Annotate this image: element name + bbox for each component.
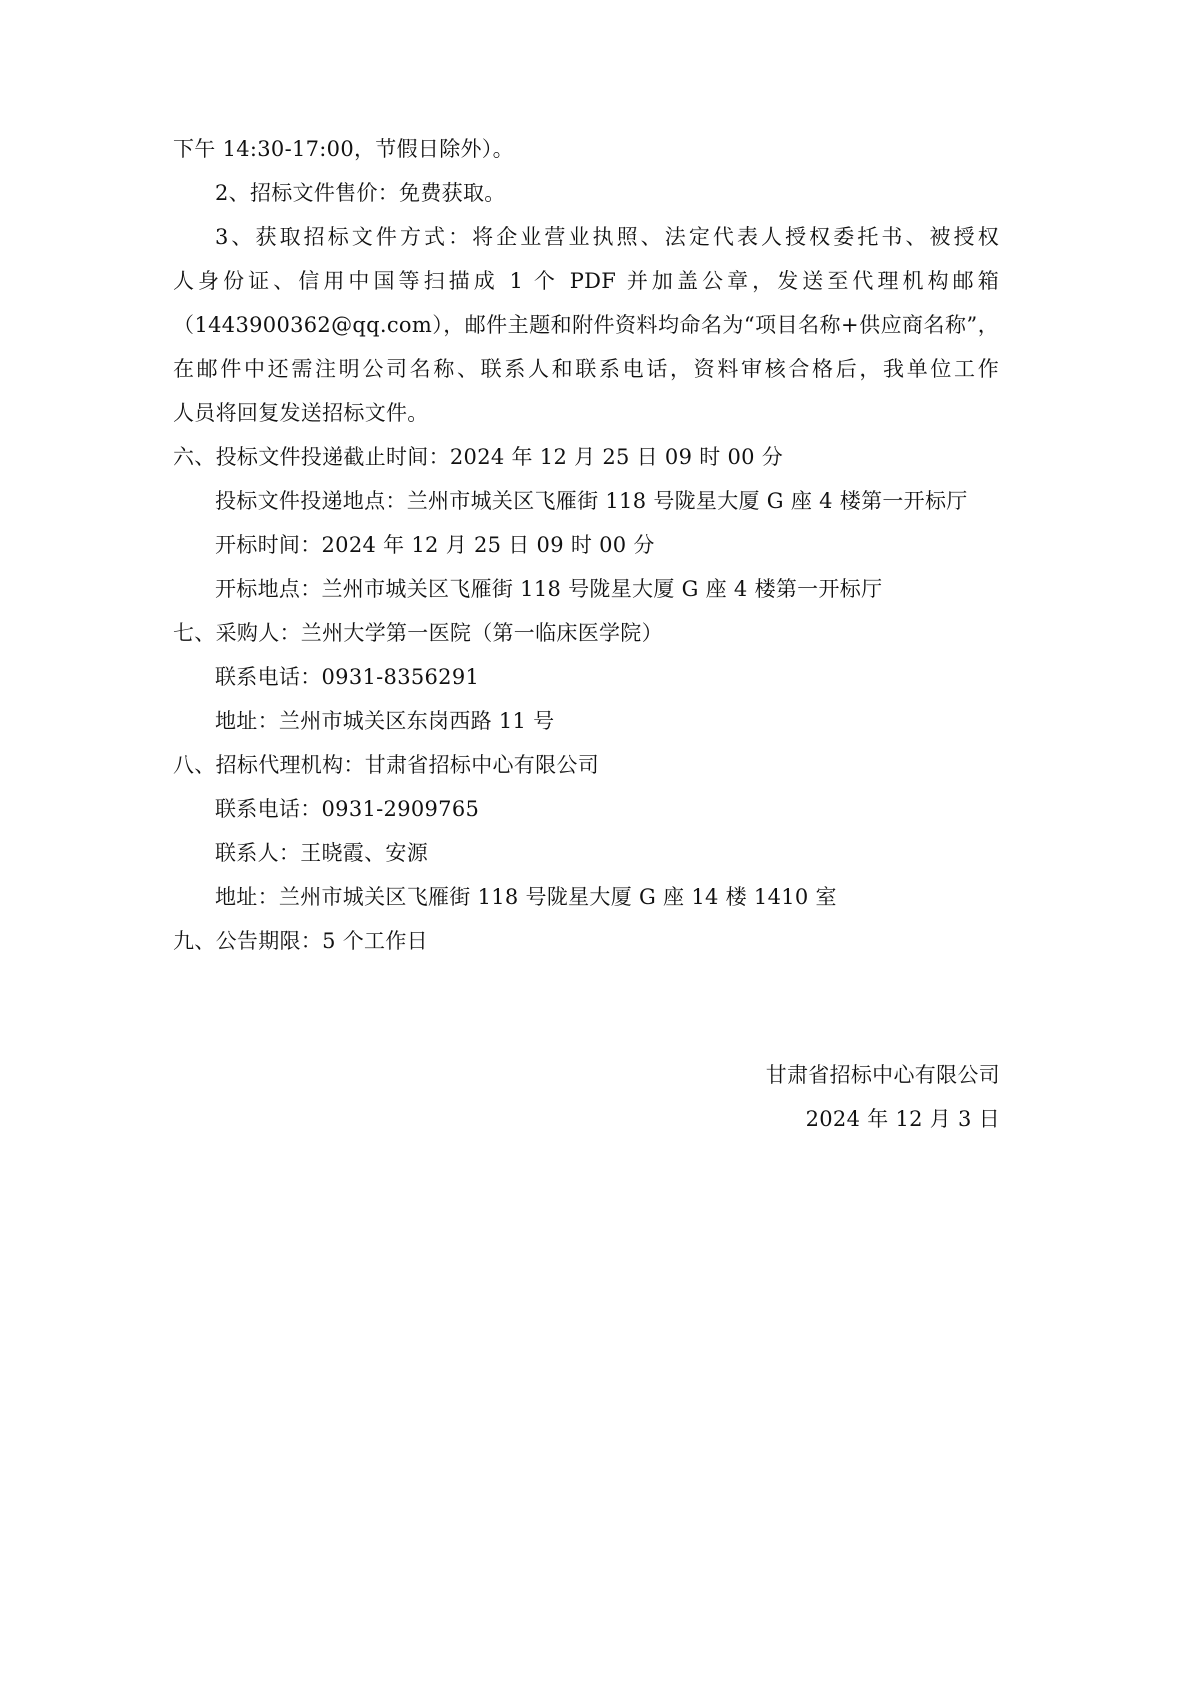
section-6-heading: 六、投标文件投递截止时间：2024 年 12 月 25 日 09 时 00 分 <box>173 445 784 469</box>
agency-address: 地址：兰州市城关区飞雁街 118 号陇星大厦 G 座 14 楼 1410 室 <box>215 885 837 909</box>
signature-date: 2024 年 12 月 3 日 <box>805 1107 1000 1131</box>
section-8-heading: 八、招标代理机构：甘肃省招标中心有限公司 <box>173 753 599 777</box>
open-place: 开标地点：兰州市城关区飞雁街 118 号陇星大厦 G 座 4 楼第一开标厅 <box>215 577 883 601</box>
method-line-5: 人员将回复发送招标文件。 <box>173 401 429 425</box>
method-line-2: 人身份证、信用中国等扫描成 1 个 PDF 并加盖公章，发送至代理机构邮箱 <box>173 269 999 293</box>
purchaser-address: 地址：兰州市城关区东岗西路 11 号 <box>215 709 555 733</box>
agency-phone: 联系电话：0931-2909765 <box>215 797 480 821</box>
signature-org: 甘肃省招标中心有限公司 <box>765 1063 1000 1087</box>
method-line-4: 在邮件中还需注明公司名称、联系人和联系电话，资料审核合格后，我单位工作 <box>173 357 999 381</box>
hours-continuation: 下午 14:30-17:00，节假日除外）。 <box>173 137 514 161</box>
purchaser-phone: 联系电话：0931-8356291 <box>215 665 480 689</box>
method-line-3: （1443900362@qq.com），邮件主题和附件资料均命名为“项目名称+供应商名称”， <box>173 313 999 337</box>
open-time: 开标时间：2024 年 12 月 25 日 09 时 00 分 <box>215 533 655 557</box>
section-7-heading: 七、采购人：兰州大学第一医院（第一临床医学院） <box>173 621 663 645</box>
method-line-1: 3、获取招标文件方式：将企业营业执照、法定代表人授权委托书、被授权 <box>215 225 999 249</box>
section-9-heading: 九、公告期限：5 个工作日 <box>173 929 428 953</box>
delivery-place: 投标文件投递地点：兰州市城关区飞雁街 118 号陇星大厦 G 座 4 楼第一开标厅 <box>215 489 968 513</box>
agency-contact: 联系人：王晓霞、安源 <box>215 841 428 865</box>
document-price: 2、招标文件售价：免费获取。 <box>215 181 506 205</box>
